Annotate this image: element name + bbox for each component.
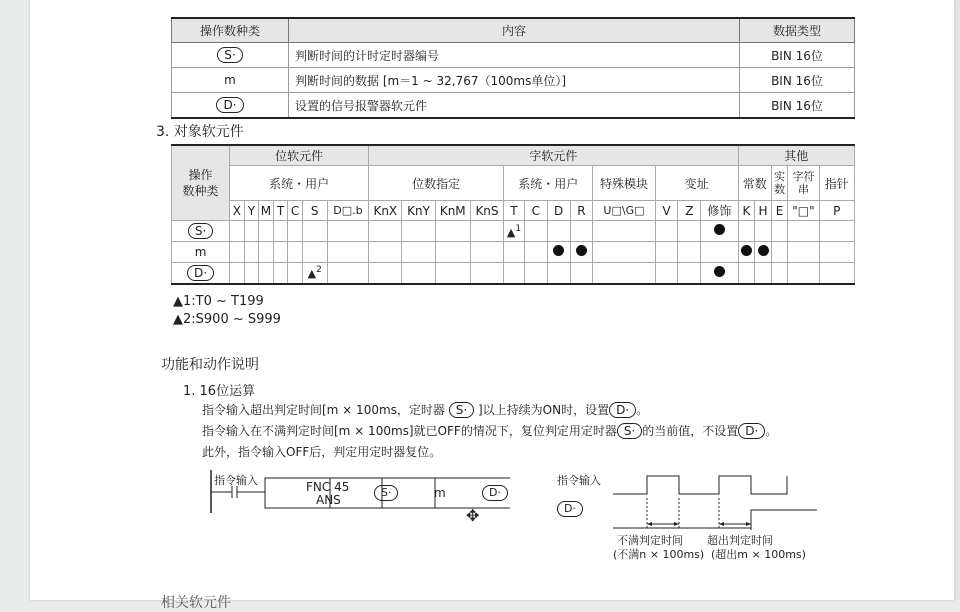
table-cell xyxy=(738,242,755,263)
table-cell xyxy=(327,263,369,284)
table-cell xyxy=(524,242,547,263)
table-cell xyxy=(701,242,738,263)
table-cell xyxy=(570,242,593,263)
move-cursor-icon: ✥ xyxy=(466,506,480,525)
table-cell xyxy=(593,263,655,284)
table-cell xyxy=(655,263,678,284)
group-word: 字软元件 xyxy=(369,145,738,166)
operand-table xyxy=(171,17,855,119)
fnc-label: FNC 45 xyxy=(306,480,350,494)
below-label-1b: (不满n × 100ms) xyxy=(613,548,705,561)
table-cell xyxy=(402,263,435,284)
sub-real: 实数 xyxy=(771,166,788,201)
operand-d: D· xyxy=(216,97,243,113)
table-cell xyxy=(819,263,854,284)
column-header: Y xyxy=(244,201,259,221)
table-cell: 判断时间的数据 [m＝1 ~ 32,767（100ms单位）] xyxy=(289,68,740,93)
timing-operand-d: D· xyxy=(557,501,583,517)
column-header: K xyxy=(738,201,755,221)
header-operand: 操作数种类 xyxy=(172,18,289,43)
column-header: 修饰 xyxy=(701,201,738,221)
next-section-partial: 相关软元件 xyxy=(161,595,231,611)
applicable-dot-icon xyxy=(553,245,564,256)
applicable-dot-icon xyxy=(741,245,752,256)
table-cell: BIN 16位 xyxy=(740,43,855,68)
table-cell xyxy=(524,263,547,284)
table-cell xyxy=(230,221,245,242)
sub-digit: 位数指定 xyxy=(369,166,504,201)
column-header: D□.b xyxy=(327,201,369,221)
triangle-note-number: 2 xyxy=(316,265,322,276)
ans-label: ANS xyxy=(316,493,341,507)
table-cell xyxy=(655,221,678,242)
operand-s: S· xyxy=(188,223,213,239)
function-sub: 1. 16位运算 xyxy=(183,384,256,399)
column-header: P xyxy=(819,201,854,221)
table-cell xyxy=(504,242,525,263)
column-header: T xyxy=(273,201,288,221)
table-cell xyxy=(570,221,593,242)
column-header: H xyxy=(755,201,772,221)
group-other: 其他 xyxy=(738,145,854,166)
ladder-operand-s: S· xyxy=(374,485,398,501)
group-bit: 位软元件 xyxy=(230,145,369,166)
timing-input-label: 指令输入 xyxy=(557,474,601,487)
table-cell xyxy=(678,242,701,263)
table-cell xyxy=(302,221,327,242)
table-cell: BIN 16位 xyxy=(740,93,855,119)
column-header: Z xyxy=(678,201,701,221)
table-cell xyxy=(678,263,701,284)
table-cell xyxy=(788,242,819,263)
table-cell xyxy=(655,242,678,263)
table-cell xyxy=(244,221,259,242)
table-cell xyxy=(547,242,570,263)
para-1a: 指令输入超出判定时间[m × 100ms，定时器 xyxy=(202,403,445,417)
table-cell xyxy=(273,242,288,263)
sub-pointer: 指针 xyxy=(819,166,854,201)
table-cell xyxy=(570,263,593,284)
table-cell xyxy=(288,221,303,242)
para-2b: 的当前值，不设置 xyxy=(642,424,739,438)
table-cell xyxy=(547,221,570,242)
table-cell xyxy=(288,242,303,263)
para-3: 此外，指令输入OFF后，判定用定时器复位。 xyxy=(202,445,442,459)
conditional-triangle-icon: ▲ xyxy=(506,225,516,239)
table-cell: BIN 16位 xyxy=(740,68,855,93)
note-1: ▲1:T0 ~ T199 xyxy=(173,294,264,309)
table-cell: 设置的信号报警器软元件 xyxy=(289,93,740,119)
table-cell xyxy=(504,263,525,284)
sub-index: 变址 xyxy=(655,166,738,201)
below-label-1: 不满判定时间 xyxy=(617,534,683,547)
table-cell xyxy=(524,221,547,242)
column-header: "□" xyxy=(788,201,819,221)
column-header: T xyxy=(504,201,525,221)
table-cell xyxy=(593,242,655,263)
table-cell xyxy=(288,263,303,284)
table-cell xyxy=(244,263,259,284)
table-cell xyxy=(172,43,289,68)
header-content: 内容 xyxy=(289,18,740,43)
row-operand xyxy=(172,221,230,242)
table-cell xyxy=(259,221,274,242)
operand-d: D· xyxy=(187,265,214,281)
table-cell: 判断时间的计时定时器编号 xyxy=(289,43,740,68)
column-header: KnX xyxy=(369,201,402,221)
column-header: X xyxy=(230,201,245,221)
table-cell: m xyxy=(172,68,289,93)
operand-s: S· xyxy=(217,47,242,63)
ladder-operand-d: D· xyxy=(482,485,508,501)
row-operand xyxy=(172,263,230,284)
table-cell xyxy=(470,263,503,284)
table-cell xyxy=(302,263,327,284)
operand-s: S· xyxy=(449,402,474,418)
table-cell xyxy=(369,242,402,263)
table-cell xyxy=(230,242,245,263)
column-header: U□\G□ xyxy=(593,201,655,221)
column-header: C xyxy=(524,201,547,221)
column-header: S xyxy=(302,201,327,221)
table-cell xyxy=(435,263,470,284)
sub-const: 常数 xyxy=(738,166,771,201)
column-header: C xyxy=(288,201,303,221)
conditional-triangle-icon: ▲ xyxy=(307,267,317,281)
table-cell xyxy=(755,263,772,284)
table-cell xyxy=(755,221,772,242)
table-cell xyxy=(738,221,755,242)
right-scroll-track[interactable] xyxy=(954,0,960,600)
column-header: M xyxy=(259,201,274,221)
device-table xyxy=(171,144,855,285)
table-cell xyxy=(470,242,503,263)
ladder-input-label: 指令输入 xyxy=(214,474,258,487)
function-title: 功能和动作说明 xyxy=(161,357,259,373)
para-2a: 指令输入在不满判定时间[m × 100ms]就已OFF的情况下，复位判定用定时器 xyxy=(202,424,617,438)
table-cell xyxy=(172,93,289,119)
table-cell xyxy=(327,242,369,263)
note-2: ▲2:S900 ~ S999 xyxy=(173,312,281,327)
para-1b: ]以上持续为ON时，设置 xyxy=(478,403,610,417)
table-cell xyxy=(435,242,470,263)
para-1 xyxy=(202,401,648,418)
table-cell xyxy=(788,263,819,284)
column-header: D xyxy=(547,201,570,221)
para-2 xyxy=(202,422,777,439)
table-cell xyxy=(678,221,701,242)
below-label-2b: (超出m × 100ms) xyxy=(711,548,806,561)
table-cell xyxy=(701,263,738,284)
sub-sys-user-bit: 系统・用户 xyxy=(230,166,369,201)
applicable-dot-icon xyxy=(714,224,725,235)
applicable-dot-icon xyxy=(758,245,769,256)
left-margin xyxy=(0,0,30,600)
operand-s: S· xyxy=(617,423,642,439)
table-cell xyxy=(435,221,470,242)
table-cell xyxy=(771,263,788,284)
table-cell xyxy=(302,242,327,263)
column-header: V xyxy=(655,201,678,221)
timing-chart xyxy=(555,468,855,568)
table-cell xyxy=(369,263,402,284)
applicable-dot-icon xyxy=(576,245,587,256)
table-cell xyxy=(230,263,245,284)
table-cell xyxy=(755,242,772,263)
section-title: 3. 对象软元件 xyxy=(156,124,244,140)
sub-special: 特殊模块 xyxy=(593,166,655,201)
triangle-note-number: 1 xyxy=(515,223,522,234)
para-1c: 。 xyxy=(636,403,649,417)
column-header: E xyxy=(771,201,788,221)
header-type: 数据类型 xyxy=(740,18,855,43)
row-operand: m xyxy=(172,242,230,263)
column-header: R xyxy=(570,201,593,221)
table-cell xyxy=(470,221,503,242)
table-cell xyxy=(771,242,788,263)
table-cell xyxy=(402,221,435,242)
table-cell xyxy=(327,221,369,242)
sub-string: 字符串 xyxy=(788,166,819,201)
column-header: KnY xyxy=(402,201,435,221)
table-cell xyxy=(259,242,274,263)
table-cell xyxy=(369,221,402,242)
table-cell xyxy=(504,221,525,242)
table-cell xyxy=(244,242,259,263)
corner-cell: 操作 数种类 xyxy=(172,145,230,221)
below-label-2: 超出判定时间 xyxy=(707,534,773,547)
ladder-operand-m: m xyxy=(434,486,446,500)
table-cell xyxy=(593,221,655,242)
column-header: KnS xyxy=(470,201,503,221)
notes xyxy=(173,293,281,329)
table-cell xyxy=(701,221,738,242)
table-cell xyxy=(819,242,854,263)
table-cell xyxy=(402,242,435,263)
applicable-dot-icon xyxy=(714,266,725,277)
table-cell xyxy=(273,221,288,242)
column-header: KnM xyxy=(435,201,470,221)
operand-d: D· xyxy=(609,402,636,418)
table-cell xyxy=(738,263,755,284)
table-cell xyxy=(788,221,819,242)
sub-sys-user-word: 系统・用户 xyxy=(504,166,593,201)
table-cell xyxy=(771,221,788,242)
operand-d: D· xyxy=(738,423,765,439)
para-2c: 。 xyxy=(765,424,778,438)
table-cell xyxy=(259,263,274,284)
table-cell xyxy=(547,263,570,284)
table-cell xyxy=(819,221,854,242)
document-page xyxy=(30,0,954,611)
ladder-diagram xyxy=(210,468,510,518)
table-cell xyxy=(273,263,288,284)
